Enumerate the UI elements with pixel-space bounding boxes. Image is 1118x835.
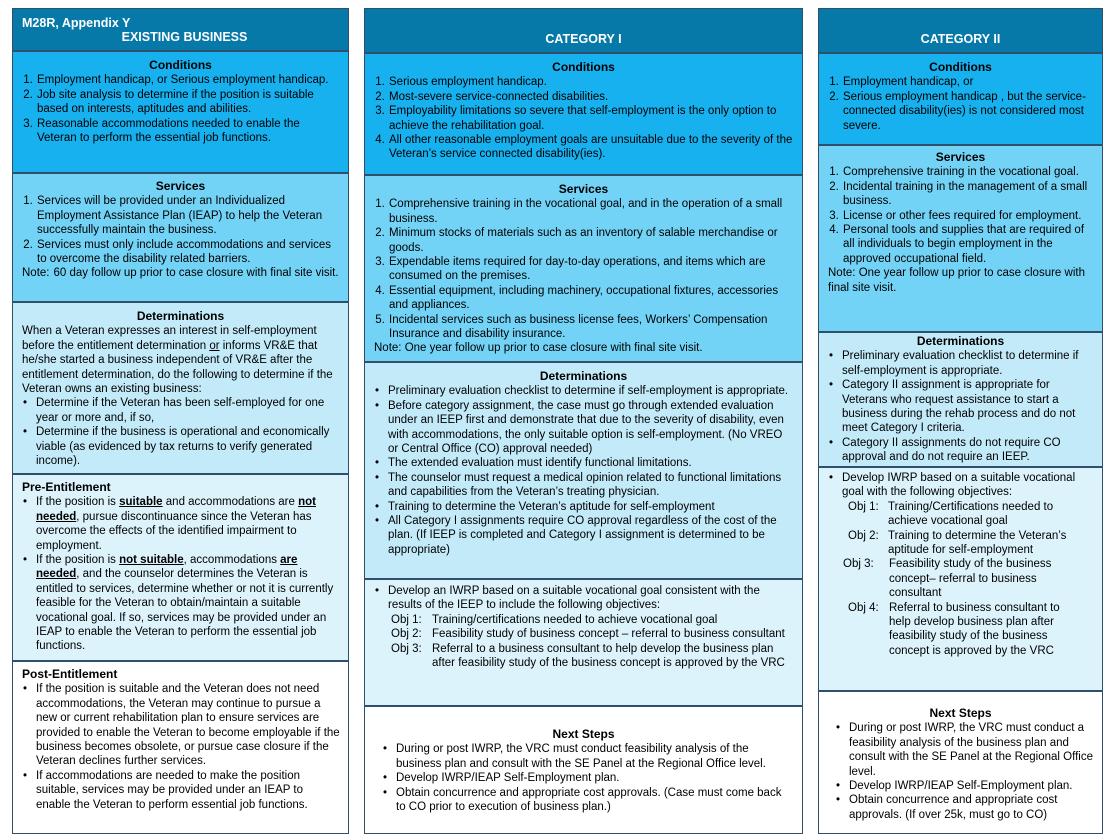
item-text: , and the counselor determines the Veteran is entitled to services, determine whether or not it is currently feasible for the Veteran to obtain/maintain a suitable vocational goal. If so, services may be provided under an IEAP to enable the Veteran to perform the essential job functions. — [36, 568, 334, 653]
list-item: 3. Employability limitations so severe that self-employment is the only option to achieve the rehabilitation goal. — [388, 104, 794, 133]
objective-text: Training to determine the Veteran’s aptitude for self-employment — [888, 529, 1067, 557]
list-item: • The extended evaluation must identify functional limitations. — [388, 456, 794, 470]
objective-label: Obj 3: — [843, 558, 874, 571]
determinations-list — [365, 384, 802, 557]
services-note — [365, 341, 802, 355]
services-note — [819, 266, 1102, 295]
next-steps-list — [365, 742, 802, 814]
list-item: 1. Services will be provided under an Individualized Employment Assistance Plan (IEAP) to help the Veteran successfully maintain the business. — [36, 194, 340, 237]
determinations-intro — [13, 324, 348, 396]
intro-text: When a Veteran expresses an interest in self-employment before the entitlement determination — [22, 325, 317, 352]
category-i-determinations-section — [364, 362, 803, 579]
list-item: 3. License or other fees required for employment. — [842, 209, 1094, 223]
category-i-title: CATEGORY I — [545, 32, 622, 46]
section-title: Services — [155, 179, 206, 193]
determinations-list — [819, 349, 1102, 464]
objective-text: Feasibility study of the business concept– referral to business consultant — [889, 558, 1052, 600]
list-item: 1. Serious employment handicap. — [388, 75, 794, 89]
section-title: Determinations — [916, 334, 1005, 348]
emphasis-not-suitable: not suitable — [119, 554, 184, 567]
list-item: 1. Comprehensive training in the vocational goal. — [842, 165, 1094, 179]
category-ii-determinations-section — [818, 332, 1103, 467]
list-item: 4. Essential equipment, including machinery, occupational fixtures, accessories and appliances. — [388, 284, 794, 313]
category-i-services-section — [364, 175, 803, 362]
list-item: • The counselor must request a medical opinion related to functional limitations and capabilities from the Veteran’s treating physician. — [388, 471, 794, 500]
list-item: • Category II assignment is appropriate for Veterans who request assistance to start a business during the rehab process and do not meet Category I criteria. — [842, 378, 1094, 436]
category-ii-header — [818, 8, 1103, 53]
iwrp-list — [365, 584, 802, 613]
list-item: • Develop IWRP based on a suitable vocational goal with the following objectives: — [842, 471, 1094, 500]
list-item: 2. Incidental training in the management of a small business. — [842, 180, 1094, 209]
services-list — [365, 197, 802, 341]
note-label: Note: — [22, 267, 50, 280]
section-title: Services — [935, 150, 986, 164]
conditions-list — [13, 73, 348, 145]
objective-item — [848, 500, 1072, 529]
list-item — [36, 553, 340, 654]
objective-label: Obj 2: — [848, 529, 879, 542]
list-item: 5. Incidental services such as business license fees, Workers’ Compensation Insurance and disability insurance. — [388, 313, 794, 342]
list-item: 4. All other reasonable employment goals are unsuitable due to the severity of the Veteran’s service connected disability(ies). — [388, 133, 794, 162]
conditions-list — [365, 75, 802, 161]
list-item: • Preliminary evaluation checklist to determine if self-employment is appropriate. — [842, 349, 1094, 378]
category-ii-iwrp-section — [818, 467, 1103, 691]
iwrp-list — [819, 471, 1102, 500]
existing-services-section — [12, 173, 349, 302]
category-i-header — [364, 8, 803, 53]
conditions-list — [819, 75, 1102, 133]
category-ii-title: CATEGORY II — [920, 32, 1001, 46]
list-item: • If accommodations are needed to make the position suitable, services may be provided under an IEAP to enable the Veteran to perform essential job functions. — [36, 769, 340, 812]
category-ii-services-section — [818, 145, 1103, 332]
list-item: • All Category I assignments require CO approval regardless of the cost of the plan. (If IEEP is completed and Category I assignment is determined to be appropriate) — [388, 514, 794, 557]
section-title: Pre-Entitlement — [22, 480, 111, 494]
section-title: Conditions — [149, 58, 212, 72]
intro-text: informs VR&E that he/she started a business independent of VR&E after the entitlement determination, do the following to determine if the Veteran owns an existing business: — [22, 339, 333, 396]
objective-item — [391, 642, 794, 671]
existing-business-title: EXISTING BUSINESS — [121, 30, 248, 44]
list-item: 4. Personal tools and supplies that are required of all individuals to begin employment in the approved occupational field. — [842, 223, 1094, 266]
services-note — [13, 266, 348, 280]
category-ii-next-steps-section — [818, 691, 1103, 834]
objective-text: Referral to a business consultant to help develop the business plan after feasibility study of the business concept is approved by the VRC — [432, 642, 785, 670]
objective-label: Obj 4: — [848, 601, 879, 614]
section-title: Next Steps — [929, 706, 992, 720]
list-item: • Develop IWRP/IEAP Self-Employment plan. — [396, 771, 794, 785]
objectives-list — [819, 500, 1102, 658]
list-item: • Develop IWRP/IEAP Self-Employment plan. — [849, 779, 1094, 793]
section-title: Conditions — [929, 60, 992, 74]
list-item: 1. Employment handicap, or Serious employment handicap. — [36, 73, 340, 87]
list-item: • During or post IWRP, the VRC must conduct a feasibility analysis of the business plan and consult with the SE Panel at the Regional Office level. — [849, 721, 1094, 779]
existing-conditions-section — [12, 51, 349, 173]
list-item: • Category II assignments do not require CO approval and do not require an IEEP. — [842, 436, 1094, 465]
section-title: Conditions — [552, 60, 615, 74]
services-list — [13, 194, 348, 266]
list-item: • Preliminary evaluation checklist to determine if self-employment is appropriate. — [388, 384, 794, 398]
note-label: Note: — [374, 342, 402, 355]
pre-entitlement-list — [13, 495, 348, 653]
list-item: • Develop an IWRP based on a suitable vocational goal consistent with the results of the IEEP to include the following objectives: — [388, 584, 794, 613]
section-title: Determinations — [136, 309, 225, 323]
item-text: If the position is — [36, 554, 120, 567]
list-item: 3. Reasonable accommodations needed to enable the Veteran to perform the essential job functions. — [36, 117, 340, 146]
category-i-next-steps-section — [364, 706, 803, 834]
objective-text: Feasibility study of business concept – referral to business consultant — [432, 628, 785, 641]
objectives-list — [365, 613, 802, 671]
post-entitlement-section — [12, 661, 349, 834]
objective-label: Obj 3: — [391, 642, 422, 655]
section-title: Services — [558, 182, 609, 196]
list-item: 2. Serious employment handicap , but the service-connected disability(ies) is not considered most severe. — [842, 90, 1094, 133]
item-text: and accommodations are — [162, 496, 299, 509]
list-item — [36, 495, 340, 553]
emphasis-are-needed: are needed — [36, 554, 298, 581]
objective-label: Obj 1: — [391, 613, 422, 626]
list-item: 1. Comprehensive training in the vocational goal, and in the operation of a small business. — [388, 197, 794, 226]
objective-item — [848, 529, 1072, 558]
list-item: • During or post IWRP, the VRC must conduct feasibility analysis of the business plan and consult with the SE Panel at the Regional Office level. — [396, 742, 794, 771]
objective-label: Obj 1: — [848, 500, 879, 513]
next-steps-list — [819, 721, 1102, 822]
determinations-list — [13, 396, 348, 468]
category-i-iwrp-section — [364, 579, 803, 706]
item-text: , pursue discontinuance since the Veteran has overcome the effects of the identified impairment to employment. — [36, 510, 312, 552]
note-label: Note: — [828, 267, 856, 280]
list-item: 1. Employment handicap, or — [842, 75, 1094, 89]
post-entitlement-list — [13, 682, 348, 812]
note-text: One year follow up prior to case closure with final site visit. — [828, 267, 1085, 294]
list-item: 2. Minimum stocks of materials such as an inventory of salable merchandise or goods. — [388, 226, 794, 255]
section-title: Determinations — [539, 369, 628, 383]
objective-item — [843, 557, 1072, 600]
pre-entitlement-section — [12, 474, 349, 661]
list-item: • Determine if the business is operational and economically viable (as evidenced by tax returns to verify generated income). — [36, 425, 340, 468]
objective-item — [391, 627, 794, 641]
list-item: • Obtain concurrence and appropriate cost approvals. (Case must come back to CO prior to execution of business plan.) — [396, 786, 794, 815]
emphasis-suitable: suitable — [119, 496, 163, 509]
list-item: • Training to determine the Veteran’s aptitude for self-employment — [388, 500, 794, 514]
list-item: 3. Expendable items required for day-to-day operations, and items which are consumed on the premises. — [388, 255, 794, 284]
list-item: • Before category assignment, the case must go through extended evaluation under an IEEP first and demonstrate that due to the severity of disability, even with accommodations, the only suitable option is self-employment. (No VREO or Central Office (CO) approval needed) — [388, 399, 794, 457]
emphasis-not-needed: not needed — [36, 496, 316, 523]
objective-label: Obj 2: — [391, 628, 422, 641]
objective-item — [391, 613, 794, 627]
item-text: If the position is — [36, 496, 120, 509]
list-item: • If the position is suitable and the Veteran does not need accommodations, the Veteran may continue to pursue a new or current rehabilitation plan to ensure services are provided to enable the Veteran to become employable if the business becomes obsolete, or pursue case closure if the Veteran declines further services. — [36, 682, 340, 768]
note-text: 60 day follow up prior to case closure with final site visit. — [53, 267, 339, 280]
existing-determinations-section — [12, 302, 349, 474]
category-ii-conditions-section — [818, 53, 1103, 145]
list-item: 2. Services must only include accommodations and services to overcome the disability related barriers. — [36, 238, 340, 267]
note-text: One year follow up prior to case closure with final site visit. — [401, 342, 703, 355]
services-list — [819, 165, 1102, 266]
category-i-conditions-section — [364, 53, 803, 175]
existing-business-header — [12, 8, 349, 51]
intro-or: or — [209, 339, 220, 352]
objective-text: Training/Certifications needed to achieve vocational goal — [888, 500, 1054, 528]
objective-text: Training/certifications needed to achieve vocational goal — [432, 613, 718, 626]
appendix-label: M28R, Appendix Y — [22, 16, 131, 30]
list-item: 2. Most-severe service-connected disabilities. — [388, 90, 794, 104]
list-item: • Obtain concurrence and appropriate cost approvals. (If over 25k, must go to CO) — [849, 793, 1094, 822]
list-item: 2. Job site analysis to determine if the position is suitable based on interests, aptitudes and abilities. — [36, 88, 340, 117]
section-title: Post-Entitlement — [22, 667, 118, 681]
objective-item — [848, 601, 1072, 659]
objective-text: Referral to business consultant to help develop business plan after feasibility study of the business concept is approved by the VRC — [889, 601, 1060, 657]
item-text: , accommodations — [183, 554, 281, 567]
list-item: • Determine if the Veteran has been self-employed for one year or more and, if so, — [36, 396, 340, 425]
section-title: Next Steps — [552, 727, 615, 741]
